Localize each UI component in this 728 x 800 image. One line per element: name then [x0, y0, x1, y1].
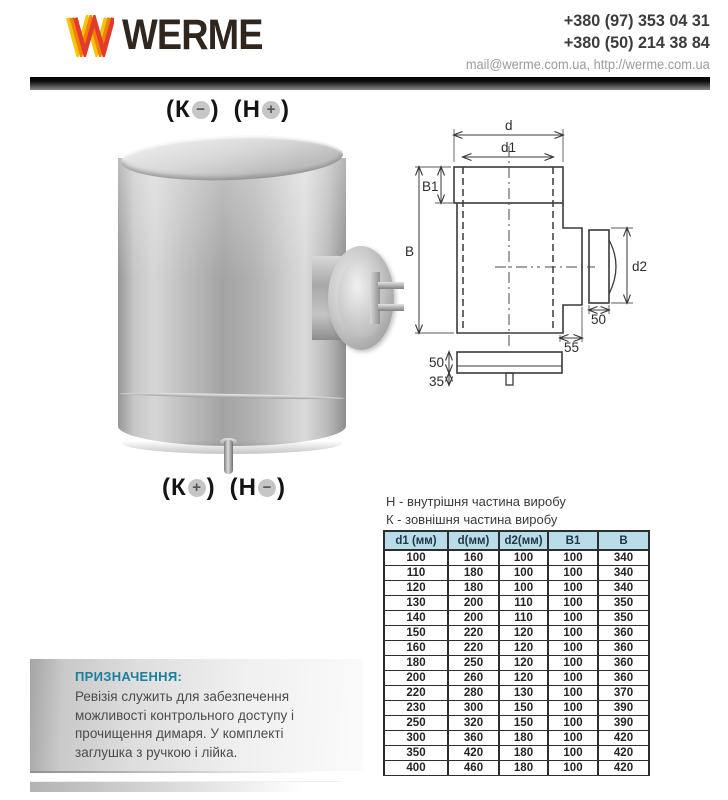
table-cell: 100: [548, 701, 598, 716]
label-h-close: ): [280, 96, 290, 123]
hidden-lines: [463, 167, 553, 331]
purpose-underline: [30, 771, 332, 773]
table-cell: 400: [384, 761, 448, 776]
spec-table-header-row: [384, 531, 649, 550]
table-cell: 220: [448, 641, 499, 656]
legend-line-k: К - зовнішня частина виробу: [386, 511, 558, 527]
dim-label-d1: d1: [501, 140, 517, 155]
table-cell: 100: [548, 611, 598, 626]
table-cell: 200: [448, 611, 499, 626]
table-cell: 150: [384, 626, 448, 641]
minus-circle-icon: −: [192, 101, 210, 119]
table-cell: 280: [448, 686, 499, 701]
table-cell: 360: [598, 626, 649, 641]
table-cell: 120: [499, 626, 548, 641]
spec-table: [383, 530, 650, 776]
column-header: d1 (мм): [384, 531, 448, 550]
photo-label-bottom: [104, 474, 344, 502]
table-cell: 360: [598, 641, 649, 656]
table-cell: 350: [598, 611, 649, 626]
table-cell: 200: [384, 671, 448, 686]
dim-label-d: d: [505, 118, 513, 133]
table-cell: 130: [499, 686, 548, 701]
table-cell: 100: [548, 746, 598, 761]
table-row: [384, 701, 649, 716]
centerlines: [495, 146, 595, 348]
table-cell: 120: [499, 641, 548, 656]
brand-name: WERME: [122, 11, 263, 59]
photo-drain-spout: [224, 440, 233, 474]
table-row: [384, 731, 649, 746]
photo-revision-port: [312, 246, 404, 350]
table-cell: 100: [548, 731, 598, 746]
dim-label-offset: 55: [564, 340, 580, 355]
table-cell: 100: [499, 550, 548, 566]
table-cell: 460: [448, 761, 499, 776]
table-cell: 160: [384, 641, 448, 656]
table-cell: 420: [598, 731, 649, 746]
table-row: [384, 686, 649, 701]
table-cell: 100: [548, 566, 598, 581]
table-cell: 100: [548, 641, 598, 656]
product-photo: [118, 136, 346, 458]
column-header: B1: [548, 531, 598, 550]
table-row: [384, 626, 649, 641]
table-cell: 120: [499, 656, 548, 671]
dim-label-b: B: [405, 244, 415, 259]
table-cell: 340: [598, 581, 649, 596]
table-cell: 250: [448, 656, 499, 671]
table-cell: 100: [548, 581, 598, 596]
purpose-bottom-strip: [30, 781, 342, 792]
purpose-text: Ревізія служить для забезпечення можливості контрольного доступу і прочищення димаря. У комплекті заглушка з ручкою і лійка.: [75, 689, 295, 760]
brand-logo: [66, 11, 282, 59]
table-cell: 120: [384, 581, 448, 596]
table-cell: 350: [384, 746, 448, 761]
label-k-close: ): [210, 96, 220, 123]
column-header: B: [598, 531, 649, 550]
table-cell: 140: [384, 611, 448, 626]
table-row: [384, 746, 649, 761]
label-k-open: (К: [166, 96, 191, 123]
label-h-open: (Н: [233, 96, 261, 123]
dim-label-d2: d2: [632, 259, 648, 274]
table-cell: 110: [384, 566, 448, 581]
table-cell: 420: [598, 761, 649, 776]
label-k-close: ): [206, 474, 216, 501]
table-cell: 180: [384, 656, 448, 671]
table-cell: 220: [384, 686, 448, 701]
table-cell: 100: [548, 626, 598, 641]
email-website-link[interactable]: mail@werme.com.ua, http://werme.com.ua: [466, 57, 710, 72]
column-header: d2(мм): [499, 531, 548, 550]
dim-label-b1: B1: [422, 179, 439, 194]
table-cell: 300: [448, 701, 499, 716]
table-cell: 200: [448, 596, 499, 611]
table-row: [384, 716, 649, 731]
table-cell: 340: [598, 550, 649, 566]
table-cell: 180: [499, 731, 548, 746]
table-cell: 260: [448, 671, 499, 686]
label-k-open: (К: [162, 474, 187, 501]
table-cell: 100: [499, 581, 548, 596]
dim-label-door-width: 50: [591, 312, 607, 327]
purpose-block: [30, 659, 363, 771]
table-cell: 160: [448, 550, 499, 566]
table-cell: 150: [499, 701, 548, 716]
table-row: [384, 611, 649, 626]
label-h-close: ): [276, 474, 286, 501]
table-cell: 100: [548, 550, 598, 566]
table-cell: 180: [448, 566, 499, 581]
table-cell: 100: [548, 656, 598, 671]
table-cell: 420: [448, 746, 499, 761]
column-header: d(мм): [448, 531, 499, 550]
table-cell: 360: [448, 731, 499, 746]
table-cell: 390: [598, 701, 649, 716]
table-row: [384, 550, 649, 566]
table-cell: 370: [598, 686, 649, 701]
table-cell: 100: [548, 671, 598, 686]
plus-circle-icon: +: [188, 479, 206, 497]
table-cell: 180: [499, 761, 548, 776]
table-cell: 390: [598, 716, 649, 731]
table-cell: 420: [598, 746, 649, 761]
table-cell: 120: [499, 671, 548, 686]
table-row: [384, 581, 649, 596]
table-cell: 360: [598, 656, 649, 671]
table-cell: 100: [548, 761, 598, 776]
minus-circle-icon: −: [258, 479, 276, 497]
tee-outline: [454, 167, 616, 385]
table-row: [384, 566, 649, 581]
table-cell: 100: [384, 550, 448, 566]
purpose-heading: ПРИЗНАЧЕННЯ:: [75, 669, 183, 684]
label-h-open: (Н: [229, 474, 257, 501]
port-handle-bar: [370, 272, 380, 324]
table-cell: 110: [499, 611, 548, 626]
table-cell: 350: [598, 596, 649, 611]
table-cell: 340: [598, 566, 649, 581]
table-row: [384, 596, 649, 611]
header-divider-bar: [30, 77, 710, 90]
dim-label-cap-height: 50: [429, 355, 445, 370]
table-cell: 230: [384, 701, 448, 716]
table-row: [384, 671, 649, 686]
table-cell: 110: [499, 596, 548, 611]
table-cell: 100: [548, 686, 598, 701]
dimension-lines: [419, 135, 627, 385]
table-cell: 180: [448, 581, 499, 596]
technical-drawing: [395, 106, 728, 396]
table-row: [384, 761, 649, 776]
table-cell: 100: [548, 716, 598, 731]
table-cell: 220: [448, 626, 499, 641]
table-cell: 320: [448, 716, 499, 731]
table-cell: 150: [499, 716, 548, 731]
table-cell: 250: [384, 716, 448, 731]
table-row: [384, 656, 649, 671]
table-cell: 100: [499, 566, 548, 581]
logo-w-icon: [66, 15, 114, 57]
table-cell: 130: [384, 596, 448, 611]
spec-table-body: [384, 550, 649, 776]
phone-number-2: +380 (50) 214 38 84: [564, 33, 710, 52]
table-row: [384, 641, 649, 656]
plus-circle-icon: +: [262, 101, 280, 119]
table-cell: 100: [548, 596, 598, 611]
table-cell: 360: [598, 671, 649, 686]
legend-line-h: Н - внутрішня частина виробу: [386, 494, 566, 509]
legend: [386, 493, 566, 528]
table-cell: 300: [384, 731, 448, 746]
photo-label-top: [108, 96, 348, 124]
table-cell: 180: [499, 746, 548, 761]
phone-number-1: +380 (97) 353 04 31: [564, 11, 710, 30]
header-contacts: [466, 10, 710, 72]
dim-label-cap-handle: 35: [429, 374, 445, 389]
